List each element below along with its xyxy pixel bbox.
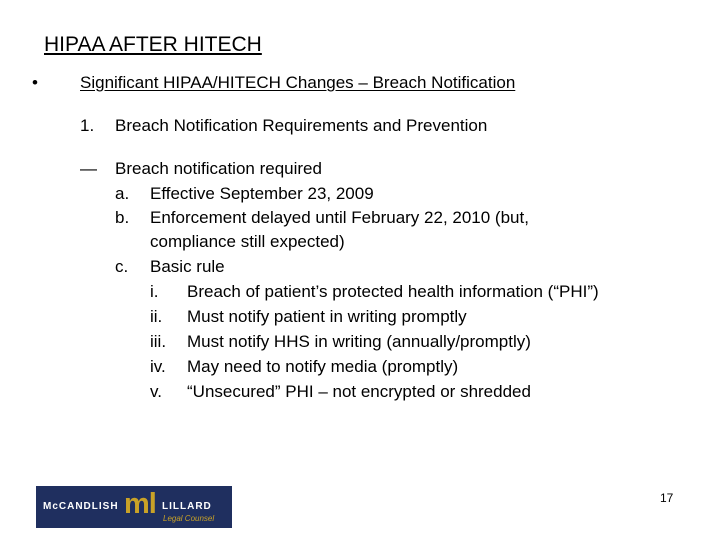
sub-item-text: Basic rule [150,257,225,276]
sub-item-text: Effective September 23, 2009 [150,184,374,203]
page-number: 17 [660,491,674,505]
bullet-icon: • [32,73,38,92]
slide-title: HIPAA AFTER HITECH [44,33,262,56]
roman-marker: iv. [150,357,166,376]
roman-marker: iii. [150,332,167,351]
sub-item-marker: b. [115,208,130,227]
firm-logo [36,486,232,528]
logo-left-text: McCANDLISH [43,501,119,512]
slide-subtitle: Significant HIPAA/HITECH Changes – Breach Notification [80,73,516,92]
roman-marker: ii. [150,307,163,326]
sub-item-marker: c. [115,257,129,276]
roman-marker: v. [150,382,162,401]
dash-item-text: Breach notification required [115,159,322,178]
roman-item-text: “Unsecured” PHI – not encrypted or shredded [187,382,531,401]
roman-item-text: Must notify patient in writing promptly [187,307,467,326]
roman-marker: i. [150,282,159,301]
roman-item-text: May need to notify media (promptly) [187,357,459,376]
numbered-marker: 1. [80,116,95,135]
numbered-item-text: Breach Notification Requirements and Prevention [115,116,488,135]
logo-right-text: LILLARD [162,501,212,512]
sub-item-continuation: compliance still expected) [150,232,345,251]
roman-item-text: Breach of patient’s protected health information (“PHI”) [187,282,599,301]
dash-marker: — [80,159,97,178]
sub-item-text: Enforcement delayed until February 22, 2010 (but, [150,208,529,227]
logo-sub-text: Legal Counsel [163,514,215,523]
roman-item-text: Must notify HHS in writing (annually/promptly) [187,332,531,351]
sub-item-marker: a. [115,184,130,203]
logo-mark: ml [124,488,156,520]
